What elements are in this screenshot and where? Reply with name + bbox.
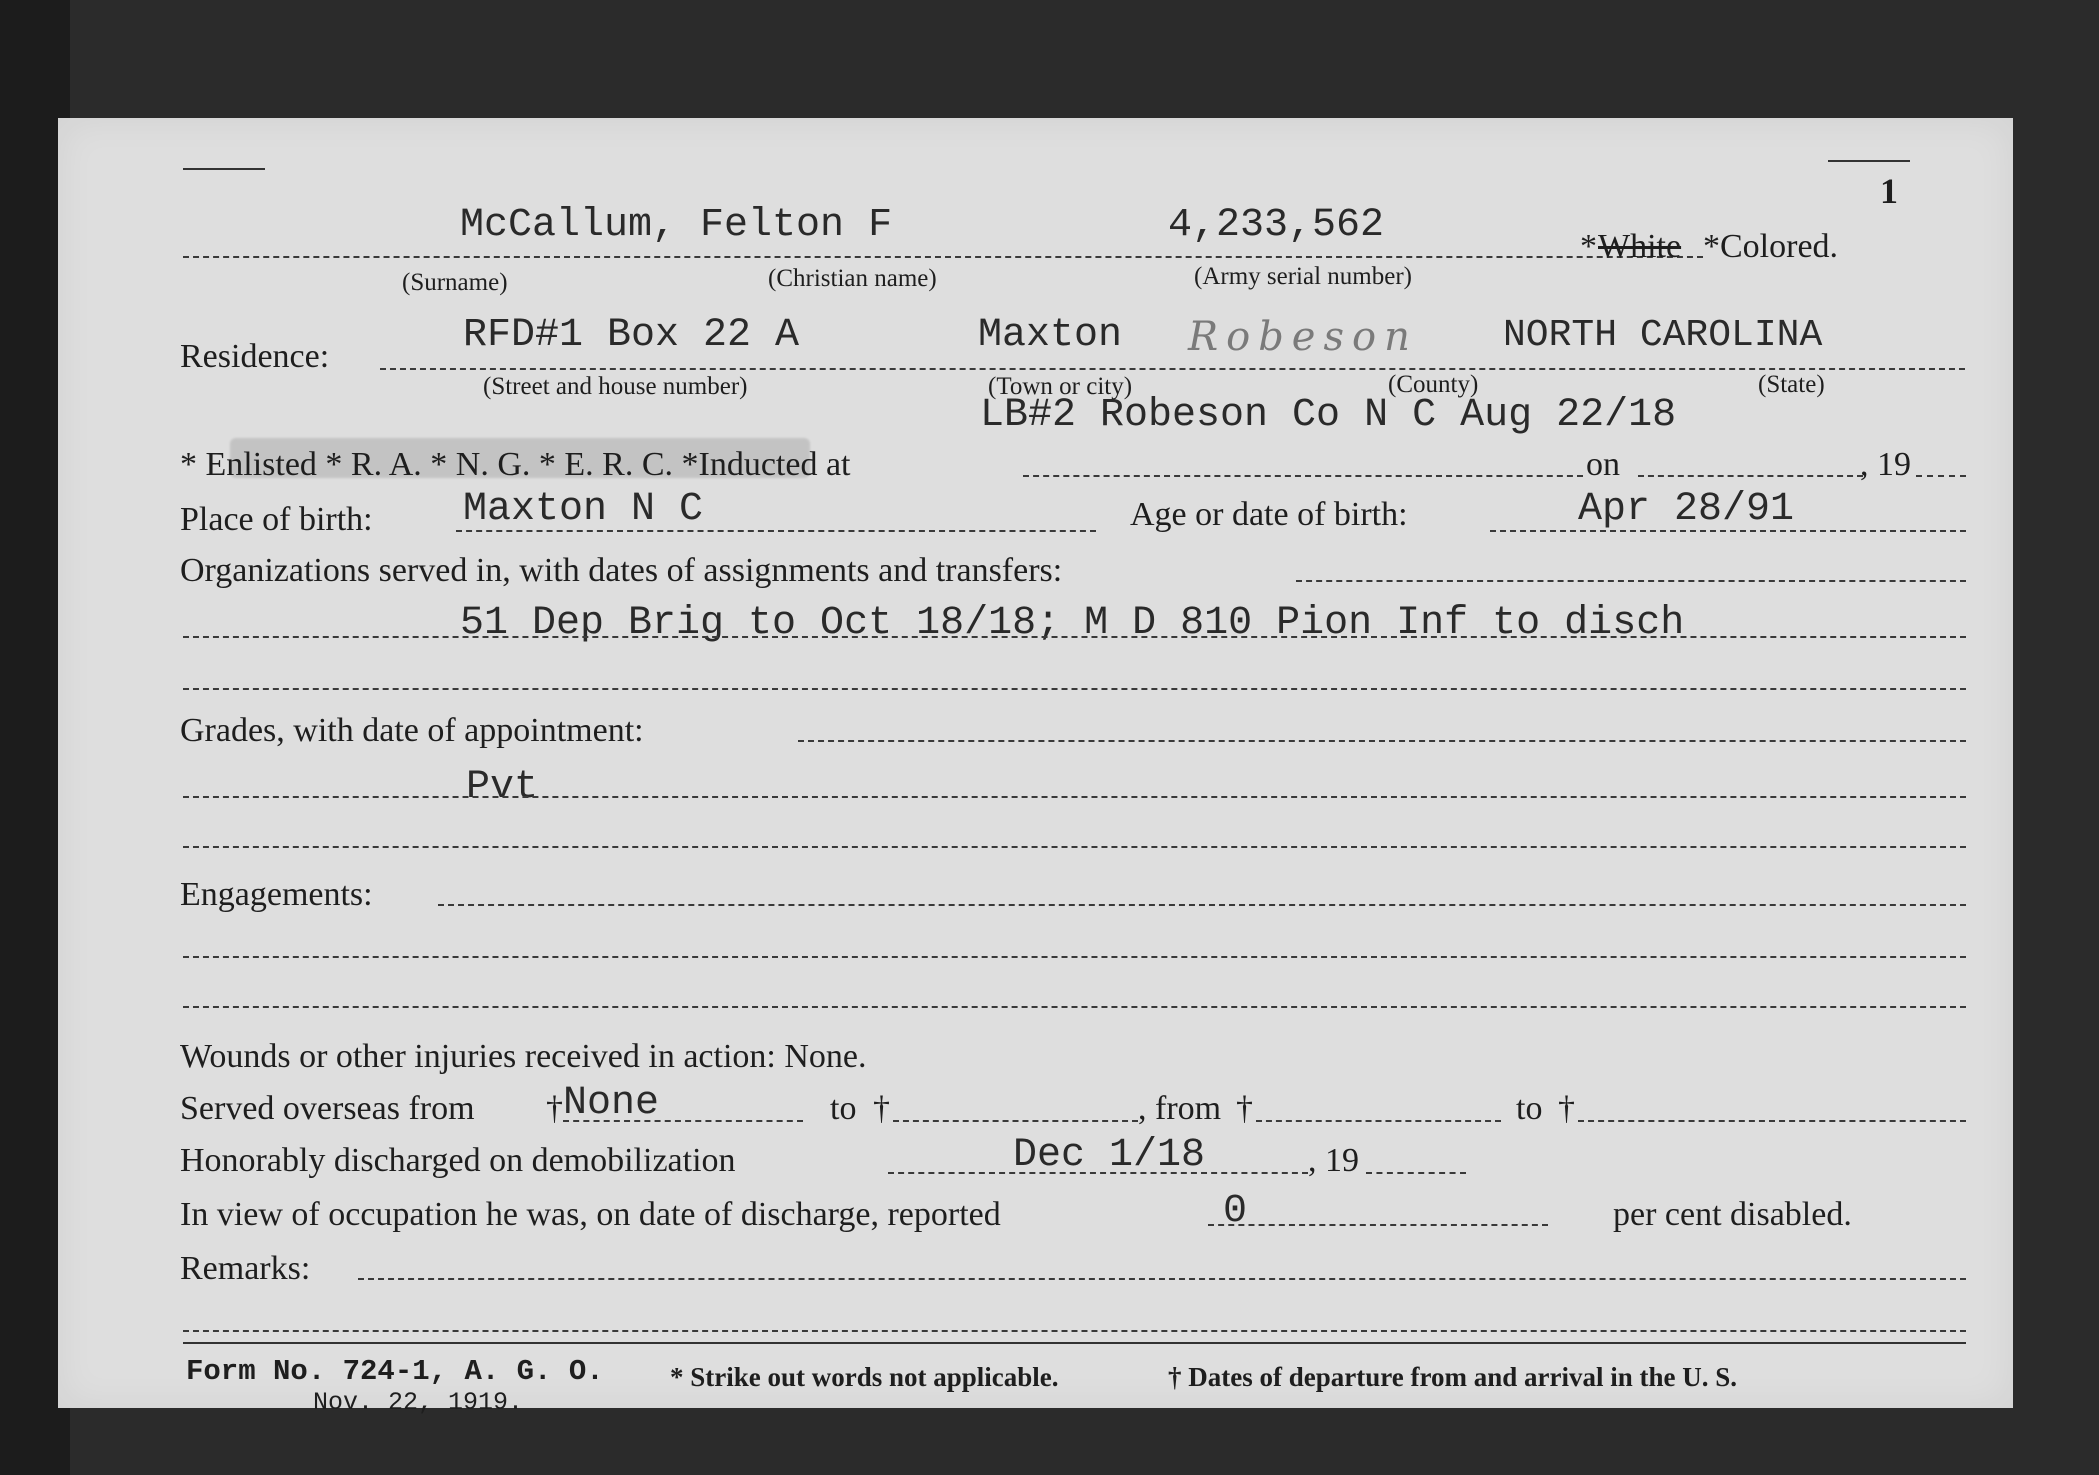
from-label: , from bbox=[1138, 1090, 1222, 1127]
overseas-label: Served overseas from bbox=[180, 1090, 475, 1127]
corner-rule-right bbox=[1828, 160, 1910, 162]
induction-place-date: LB#2 Robeson Co N C Aug 22/18 bbox=[980, 393, 1677, 438]
birth-date-line bbox=[1490, 530, 1966, 532]
inducted-line bbox=[1023, 475, 1583, 477]
organizations-line-3 bbox=[183, 688, 1966, 690]
occupation-label: In view of occupation he was, on date of discharge, reported bbox=[180, 1196, 1001, 1233]
engagements-line-1 bbox=[438, 904, 1966, 906]
residence-line bbox=[380, 368, 1965, 370]
residence-label: Residence: bbox=[180, 338, 330, 375]
birth-date: Apr 28/91 bbox=[1578, 487, 1795, 532]
caption-serial: (Army serial number) bbox=[1194, 263, 1412, 290]
from-line-2 bbox=[1256, 1120, 1501, 1122]
to-line-2 bbox=[1578, 1120, 1966, 1122]
caption-state: (State) bbox=[1758, 371, 1825, 398]
street-address: RFD#1 Box 22 A bbox=[463, 313, 800, 358]
year-suffix: , 19 bbox=[1308, 1142, 1359, 1179]
birth-place-line bbox=[456, 530, 1096, 532]
race-colored: Colored. bbox=[1720, 228, 1839, 265]
on-line bbox=[1638, 475, 1863, 477]
organizations-line-1 bbox=[1296, 580, 1966, 582]
engagements-label: Engagements: bbox=[180, 876, 373, 913]
grades-line-1 bbox=[798, 740, 1966, 742]
disability-line bbox=[1208, 1224, 1548, 1226]
service-record-card bbox=[58, 118, 2013, 1417]
organizations-value: 51 Dep Brig to Oct 18/18; M D 810 Pion Inf to disch bbox=[460, 601, 1685, 646]
overseas-from-line bbox=[563, 1120, 803, 1122]
remarks-line-1 bbox=[358, 1278, 1966, 1280]
town: Maxton bbox=[978, 313, 1123, 358]
overseas-to-line bbox=[893, 1120, 1138, 1122]
organizations-line-2 bbox=[183, 636, 1966, 638]
caption-town: (Town or city) bbox=[988, 373, 1133, 400]
birth-place: Maxton N C bbox=[463, 487, 704, 532]
year-line bbox=[1916, 475, 1966, 477]
card-number: 1 bbox=[1880, 171, 1898, 211]
caption-street: (Street and house number) bbox=[483, 373, 748, 400]
caption-christian-name: (Christian name) bbox=[768, 265, 937, 292]
footnote-dates: † Dates of departure from and arrival in the U. S. bbox=[1168, 1362, 1737, 1392]
form-number: Form No. 724-1, A. G. O. bbox=[186, 1355, 604, 1388]
overseas-from-value: None bbox=[563, 1081, 660, 1126]
grades-line-3 bbox=[183, 846, 1966, 848]
birth-place-label-text: Place of birth: bbox=[180, 501, 373, 538]
race-white-struck: White bbox=[1598, 228, 1682, 265]
grade-value: Pvt bbox=[466, 765, 539, 810]
soldier-name: McCallum, Felton F bbox=[460, 203, 893, 248]
dagger-2: † bbox=[873, 1090, 890, 1127]
remarks-label: Remarks: bbox=[180, 1250, 311, 1287]
organizations-label: Organizations served in, with dates of assignments and transfers: bbox=[180, 552, 1063, 589]
footer-rule bbox=[183, 1342, 1966, 1344]
wounds-label: Wounds or other injuries received in action: None. bbox=[180, 1038, 867, 1075]
race-star-1: * bbox=[1580, 228, 1597, 265]
discharge-date: Dec 1/18 bbox=[1013, 1133, 1206, 1178]
grades-line-2 bbox=[183, 796, 1966, 798]
caption-surname: (Surname) bbox=[402, 269, 508, 296]
grades-label: Grades, with date of appointment: bbox=[180, 712, 644, 749]
remarks-line-2 bbox=[183, 1330, 1966, 1332]
disability-value: 0 bbox=[1223, 1189, 1248, 1234]
age-label: Age or date of birth: bbox=[1130, 496, 1408, 533]
enlisted-line-label: * Enlisted * R. A. * N. G. * E. R. C. *Inducted at bbox=[180, 446, 851, 483]
dagger-3: † bbox=[1236, 1090, 1253, 1127]
county-handwritten: Robeson bbox=[1188, 314, 1418, 360]
name-line bbox=[183, 256, 1703, 258]
percent-disabled-label: per cent disabled. bbox=[1613, 1196, 1852, 1233]
on-label: on bbox=[1586, 446, 1620, 483]
corner-rule-left bbox=[183, 168, 265, 170]
dagger-4: † bbox=[1558, 1090, 1575, 1127]
army-serial-number: 4,233,562 bbox=[1168, 203, 1385, 248]
discharged-label: Honorably discharged on demobilization bbox=[180, 1142, 736, 1179]
race-star-2: * bbox=[1703, 228, 1720, 265]
caption-county: (County) bbox=[1388, 371, 1479, 398]
footnote-strike-out: * Strike out words not applicable. bbox=[670, 1362, 1059, 1392]
discharge-year-line bbox=[1366, 1172, 1466, 1174]
engagements-line-2 bbox=[183, 956, 1966, 958]
to-label-2: to bbox=[1516, 1090, 1543, 1127]
state: NORTH CAROLINA bbox=[1503, 314, 1823, 357]
engagements-line-3 bbox=[183, 1006, 1966, 1008]
discharge-line bbox=[888, 1172, 1308, 1174]
dagger-1: † bbox=[546, 1090, 563, 1127]
form-date: Nov. 22, 1919. bbox=[313, 1388, 524, 1417]
to-label-1: to bbox=[830, 1090, 857, 1127]
year-prefix: , 19 bbox=[1860, 446, 1911, 483]
